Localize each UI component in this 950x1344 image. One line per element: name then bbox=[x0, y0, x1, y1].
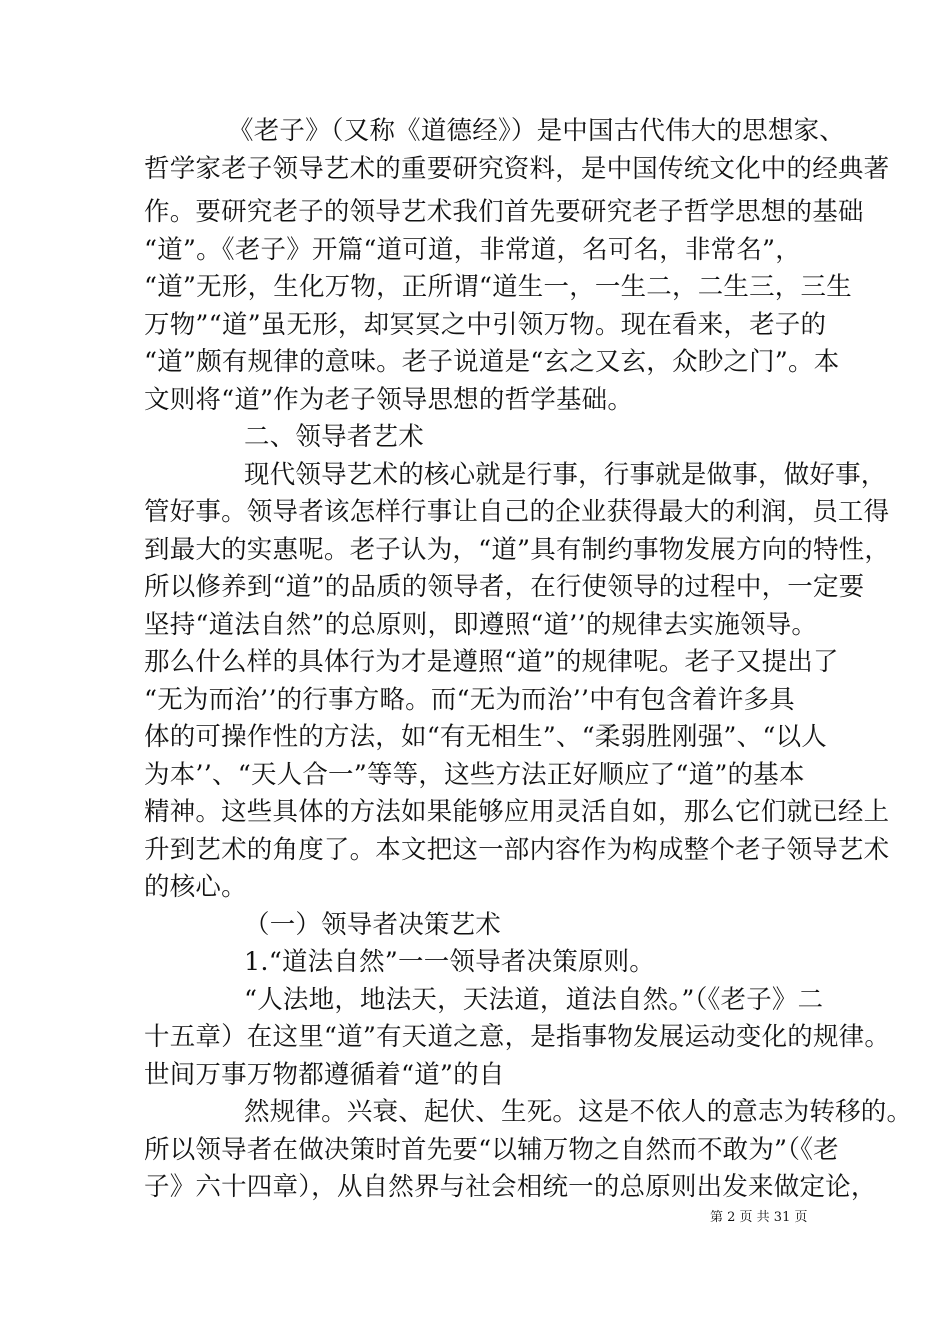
text-line-14: 坚持“道法自然”的总原则，即遵照“道’’的规律去实施领导。 bbox=[144, 610, 818, 640]
text-line-11: 管好事。领导者该怎样行事让自己的企业获得最大的利润，员工得 bbox=[144, 497, 890, 527]
text-line-12: 到最大的实惠呢。老子认为，“道”具有制约事物发展方向的特性， bbox=[144, 535, 891, 565]
text-line-16: “无为而治’’的行事方略。而“无为而治’’中有包含着许多具 bbox=[144, 685, 795, 715]
text-line-24: “人法地，地法天，天法道，道法自然。”（《老子》二 bbox=[244, 985, 824, 1015]
section-heading: 二、领导者艺术 bbox=[244, 422, 424, 452]
text-line-25: 十五章）在这里“道”有天道之意，是指事物发展运动变化的规律。 bbox=[144, 1022, 891, 1052]
text-line-13: 所以修养到“道”的品质的领导者，在行使领导的过程中，一定要 bbox=[144, 572, 865, 602]
subsection-heading: （一）领导者决策艺术 bbox=[244, 910, 502, 940]
text-line-1: 《老子》（又称《道德经》）是中国古代伟大的思想家、 bbox=[228, 116, 846, 146]
text-line-21: 的核心。 bbox=[144, 872, 247, 902]
text-line-20: 升到艺术的角度了。本文把这一部内容作为构成整个老子领导艺术 bbox=[144, 835, 890, 865]
text-line-5: “道”无形，生化万物，正所谓“道生一，一生二，二生三，三生 bbox=[144, 272, 852, 302]
text-line-15: 那么什么样的具体行为才是遵照“道”的规律呢。老子又提出了 bbox=[144, 647, 839, 677]
numbered-heading: 1.“道法自然”一一领导者决策原则。 bbox=[244, 947, 656, 977]
page-number-footer: 第 2 页 共 31 页 bbox=[710, 1210, 808, 1225]
text-line-8: 文则将“道”作为老子领导思想的哲学基础。 bbox=[144, 385, 634, 415]
text-line-17: 体的可操作性的方法，如“有无相生”、“柔弱胜刚强”、“以人 bbox=[144, 722, 827, 752]
text-line-19: 精神。这些具体的方法如果能够应用灵活自如，那么它们就已经上 bbox=[144, 797, 890, 827]
text-line-28: 所以领导者在做决策时首先要“以辅万物之自然而不敢为”（《老 bbox=[144, 1135, 839, 1165]
text-line-29: 子》六十四章），从自然界与社会相统一的总原则出发来做定论， bbox=[144, 1172, 877, 1202]
text-line-3: 作。要研究老子的领导艺术我们首先要研究老子哲学思想的基础 bbox=[144, 197, 864, 227]
text-line-7: “道”颇有规律的意味。老子说道是“玄之又玄，众眇之门”。本 bbox=[144, 347, 840, 377]
text-line-6: 万物”“道”虽无形，却冥冥之中引领万物。现在看来，老子的 bbox=[144, 310, 827, 340]
text-line-27: 然规律。兴衰、起伏、生死。这是不依人的意志为转移的。 bbox=[244, 1097, 913, 1127]
text-line-4: “道”。《老子》开篇“道可道，非常道，名可名，非常名”， bbox=[144, 235, 801, 265]
text-line-10: 现代领导艺术的核心就是行事，行事就是做事，做好事， bbox=[244, 460, 887, 490]
text-line-2: 哲学家老子领导艺术的重要研究资料，是中国传统文化中的经典著 bbox=[144, 154, 890, 184]
text-line-26: 世间万事万物都遵循着“道”的自 bbox=[144, 1060, 505, 1090]
text-line-18: 为本’’、“天人合一”等等，这些方法正好顺应了“道”的基本 bbox=[144, 760, 805, 790]
